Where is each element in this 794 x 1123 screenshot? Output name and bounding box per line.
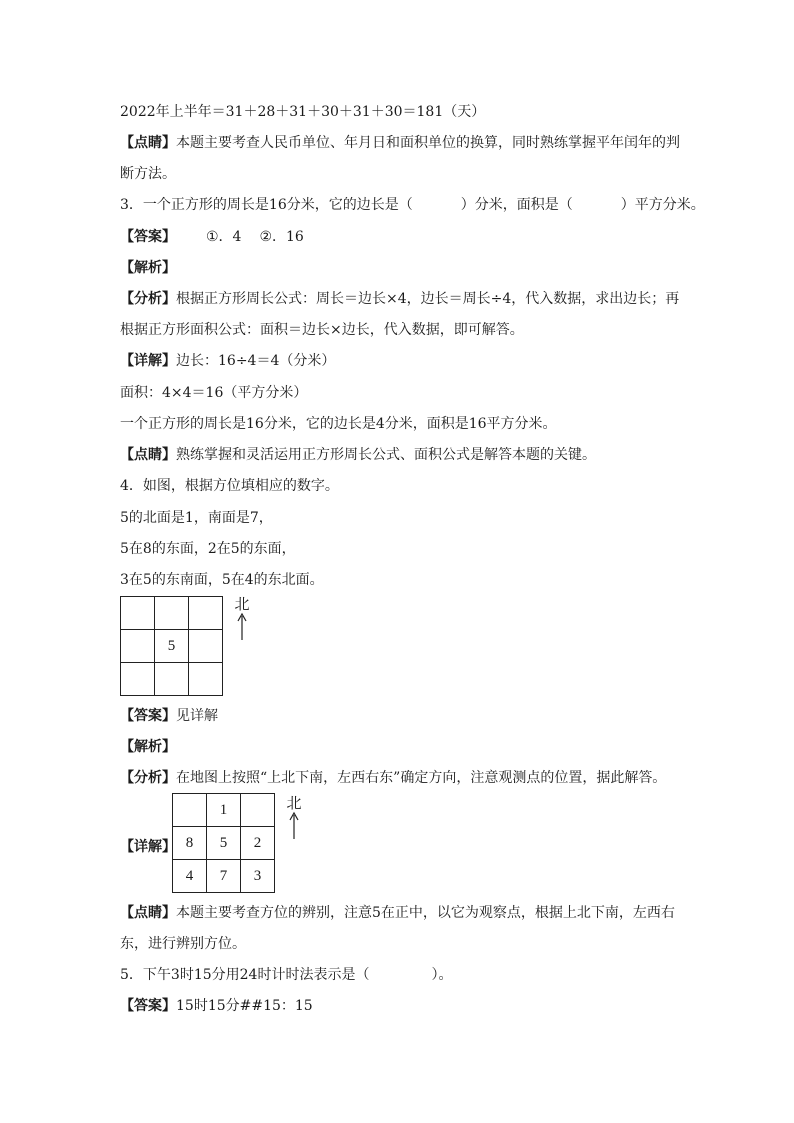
analysis-4: 【分析】在地图上按照“上北下南，左西右东”确定方向，注意观测点的位置，据此解答。 [120,770,667,786]
jiexi-4: 【解析】 [120,739,176,755]
analysis-3: 【分析】根据正方形周长公式：周长＝边长×4，边长＝周长÷4，代入数据，求出边长；再 [120,291,680,307]
grid-cell [155,663,189,696]
answer-5: 【答案】15时15分##15：15 [120,998,313,1014]
north-indicator [284,795,304,839]
answer-tag: 【答案】 [120,229,176,245]
jiexi-3: 【解析】 [120,260,176,276]
question-5: 5．下午3时15分用24时计时法表示是（ ）。 [120,967,453,983]
question-4: 4．如图，根据方位填相应的数字。 [120,478,339,494]
question-4-clue-1: 5的北面是1，南面是7， [120,510,273,526]
north-label: 北 [234,595,250,613]
grid-cell: 2 [241,827,275,860]
answer-3-part2: ②．16 [259,229,304,245]
grid-cell [121,663,155,696]
question-3: 3．一个正方形的周长是16分米，它的边长是（ ）分米，面积是（ ）平方分米。 [120,197,705,213]
year-calculation: 2022年上半年＝31＋28＋31＋30＋31＋30＝181（天） [120,104,486,120]
grid-cell [155,597,189,630]
detail-3-conclusion: 一个正方形的周长是16分米，它的边长是4分米，面积是16平方分米。 [120,416,557,432]
grid-cell [189,663,223,696]
north-arrow-icon [288,811,300,839]
key-point-4: 【点睛】本题主要考查方位的辨别，注意5在正中，以它为观察点，根据上北下南，左西右 [120,905,675,921]
north-arrow-icon [236,612,248,640]
detail-4-tag: 【详解】 [120,839,176,855]
question-4-clue-2: 5在8的东面，2在5的东面， [120,541,296,557]
north-label: 北 [286,794,302,812]
detail-tag: 【详解】 [120,353,176,369]
grid-cell [121,630,155,663]
grid-cell: 4 [173,860,207,893]
answer-3 [120,228,304,246]
grid-cell [189,630,223,663]
key-point-1 [120,134,680,152]
grid-cell [121,597,155,630]
grid-cell [241,794,275,827]
grid-cell [173,794,207,827]
answer-4: 【答案】见详解 [120,708,218,724]
detail-3: 【详解】边长：16÷4＝4（分米） [120,353,336,369]
analysis-3-cont: 根据正方形面积公式：面积＝边长×边长，代入数据，即可解答。 [120,322,524,338]
grid-cell-center: 5 [155,630,189,663]
key-point-3: 【点睛】熟练掌握和灵活运用正方形周长公式、面积公式是解答本题的关键。 [120,447,596,463]
grid-cell-center: 5 [207,827,241,860]
grid-cell [189,597,223,630]
north-indicator [232,596,252,640]
grid-cell: 7 [207,860,241,893]
question-4-clue-3: 3在5的东南面，5在4的东北面。 [120,572,324,588]
answer-3-part1: ①．4 [206,229,242,245]
key-point-4-cont: 东，进行辨别方位。 [120,936,246,952]
grid-cell: 3 [241,860,275,893]
key-point-text: 本题主要考查人民币单位、年月日和面积单位的换算，同时熟练掌握平年闰年的判 [176,135,680,151]
question-grid [120,596,223,696]
key-point-1-cont: 断方法。 [120,166,176,182]
key-point-tag: 【点睛】 [120,135,176,151]
detail-3-area: 面积：4×4＝16（平方分米） [120,385,308,401]
answer-grid [172,793,275,893]
analysis-tag: 【分析】 [120,291,176,307]
grid-cell: 8 [173,827,207,860]
grid-cell: 1 [207,794,241,827]
